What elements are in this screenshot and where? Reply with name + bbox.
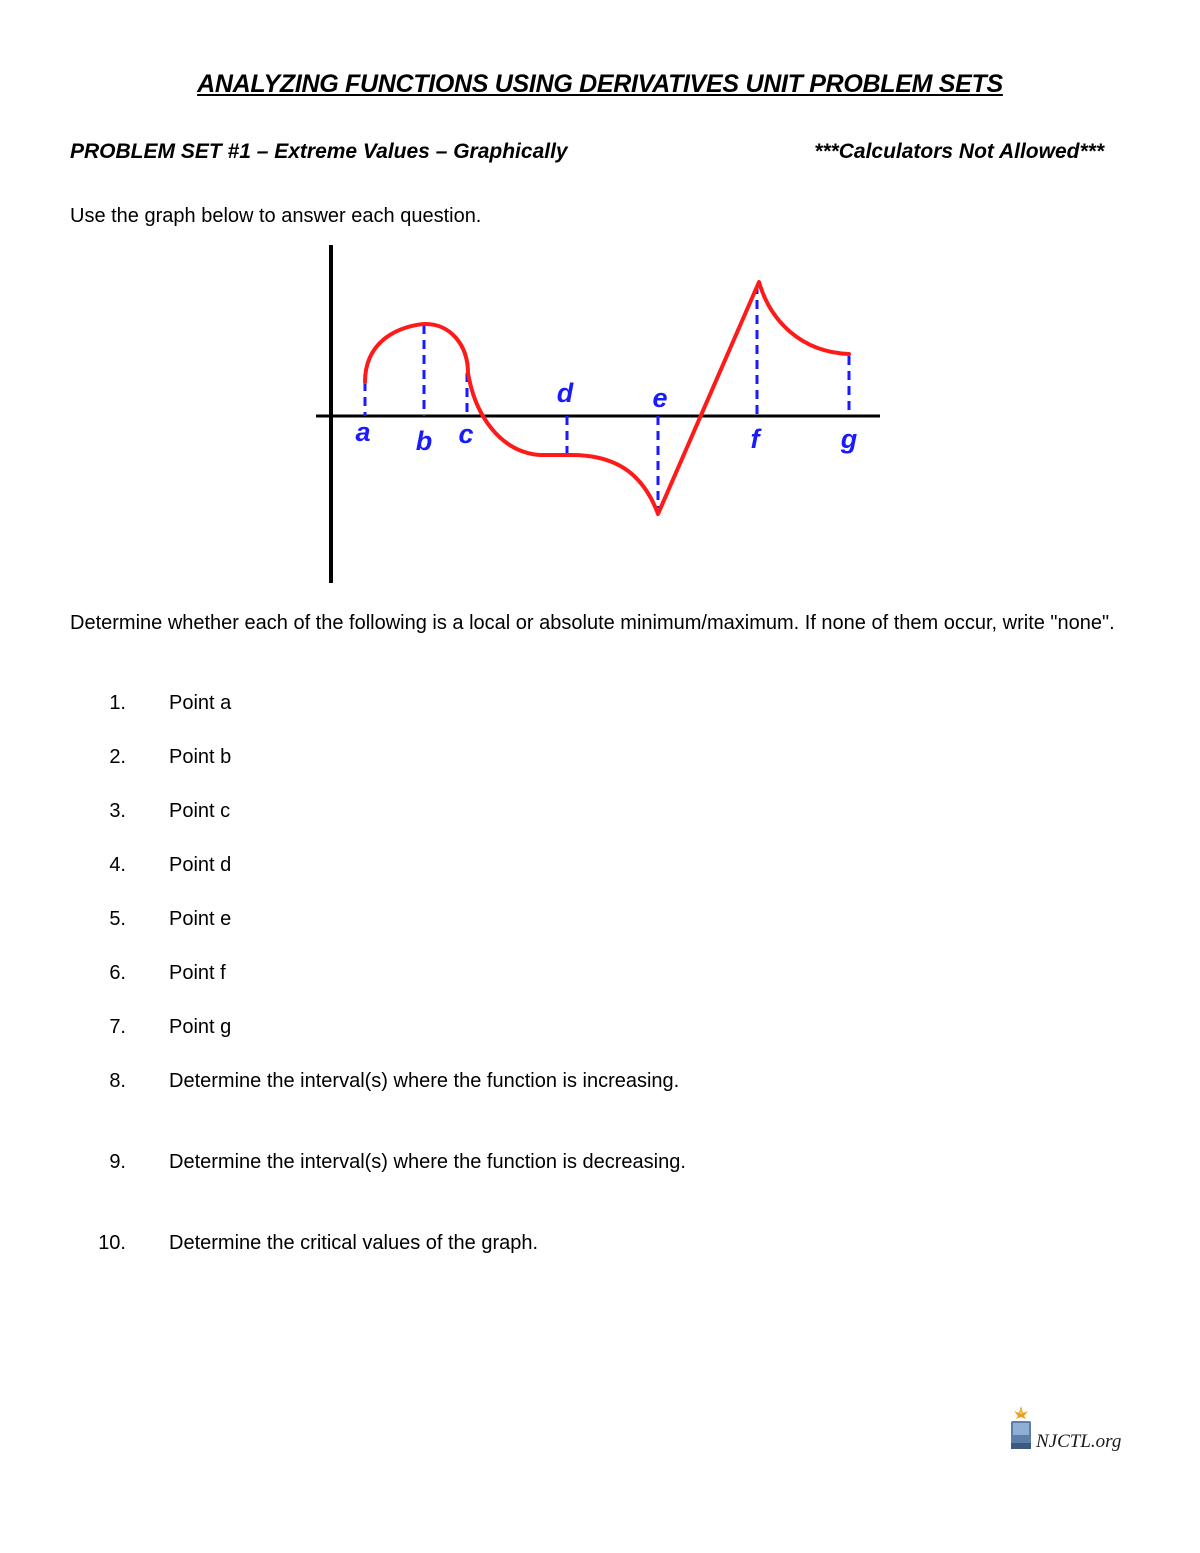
- label-e: e: [652, 383, 668, 413]
- instructions-text: Determine whether each of the following is a local or absolute minimum/maximum. If none of them occur, write "none".: [70, 612, 1115, 634]
- question-text: Point e: [169, 908, 232, 930]
- intro-text: Use the graph below to answer each question.: [70, 205, 482, 227]
- label-g: g: [840, 424, 858, 454]
- question-text: Point f: [169, 962, 226, 984]
- question-text: Point c: [169, 800, 231, 822]
- question-number: 3.: [109, 800, 126, 822]
- page-title: ANALYZING FUNCTIONS USING DERIVATIVES UNIT PROBLEM SETS: [197, 70, 1003, 98]
- question-number: 2.: [109, 746, 126, 768]
- question-text: Point b: [169, 746, 232, 768]
- question-number: 9.: [109, 1151, 126, 1173]
- function-graph: [300, 240, 900, 590]
- njctl-logo-icon: [1008, 1405, 1034, 1451]
- label-b: b: [415, 426, 433, 456]
- label-f: f: [750, 424, 760, 454]
- njctl-logo: [1008, 1405, 1138, 1455]
- label-c: c: [458, 419, 474, 449]
- function-curve: [365, 282, 849, 514]
- question-text: Determine the interval(s) where the function is decreasing.: [169, 1151, 686, 1173]
- question-text: Determine the critical values of the graph.: [169, 1232, 539, 1254]
- question-text: Point g: [169, 1016, 232, 1038]
- calculator-note: ***Calculators Not Allowed***: [814, 140, 1104, 163]
- label-d: d: [556, 378, 574, 408]
- label-a: a: [355, 417, 371, 447]
- question-text: Determine the interval(s) where the function is increasing.: [169, 1070, 680, 1092]
- question-number: 10.: [98, 1232, 126, 1254]
- question-number: 7.: [109, 1016, 126, 1038]
- question-text: Point d: [169, 854, 232, 876]
- question-number: 1.: [109, 692, 126, 714]
- question-text: Point a: [169, 692, 232, 714]
- question-number: 5.: [109, 908, 126, 930]
- problem-set-title: PROBLEM SET #1 – Extreme Values – Graphically: [70, 140, 568, 163]
- question-number: 6.: [109, 962, 126, 984]
- question-number: 4.: [109, 854, 126, 876]
- logo-text: NJCTL.org: [1036, 1431, 1122, 1452]
- question-number: 8.: [109, 1070, 126, 1092]
